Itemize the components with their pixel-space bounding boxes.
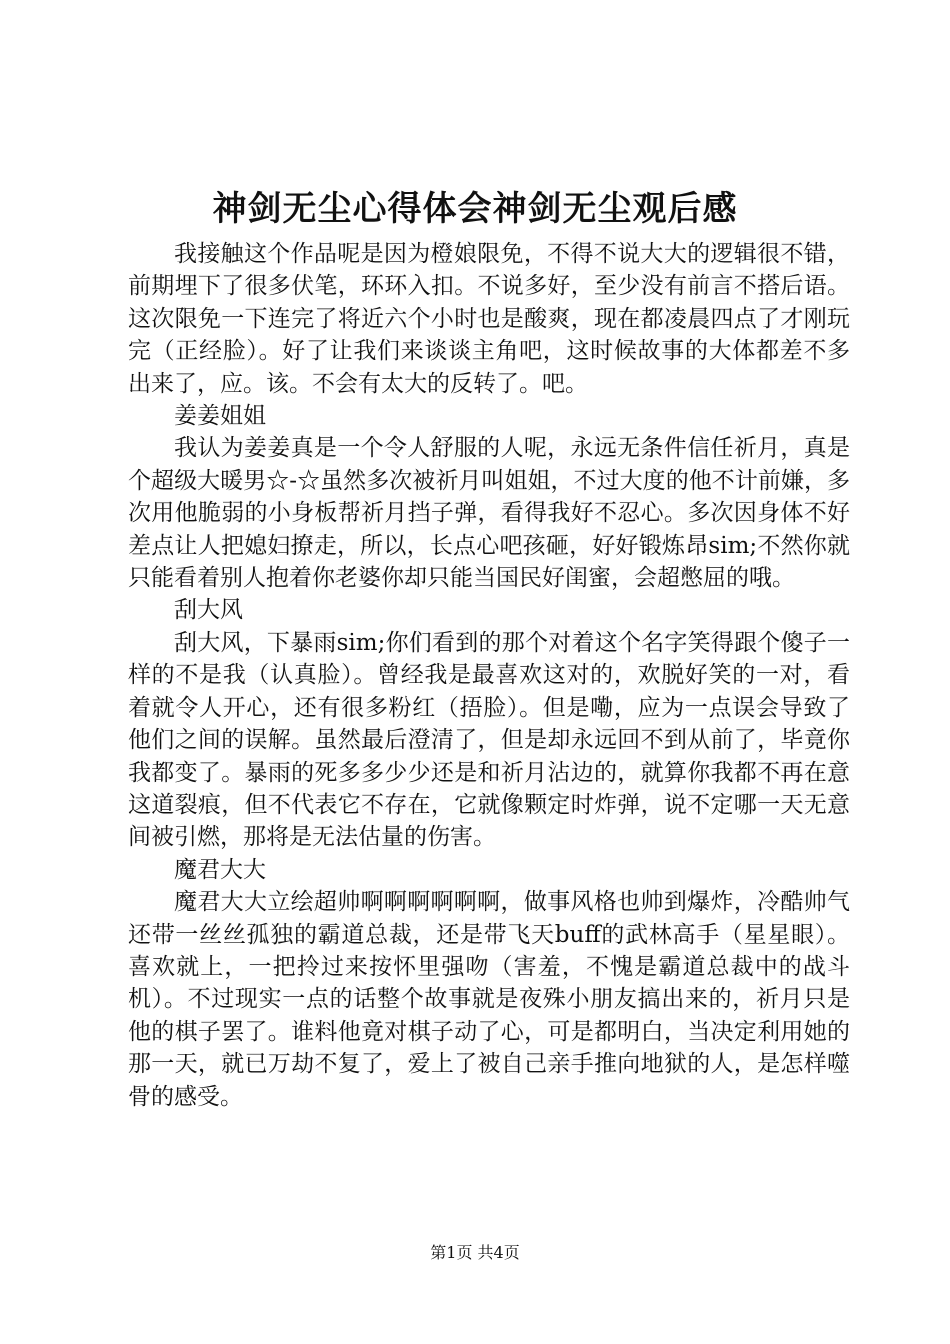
paragraph-mojun: 魔君大大立绘超帅啊啊啊啊啊啊，做事风格也帅到爆炸，冷酷帅气还带一丝丝孤独的霸道总裁，还是带飞天buff的武林高手（星星眼）。喜欢就上，一把拎过来按怀里强吻（害羞，不愧是霸道总裁中的战斗机）。不过现实一点的话整个故事就是夜殊小朋友搞出来的，祈月只是他的棋子罢了。谁料他竟对棋子动了心，可是都明白，当决定利用她的那一天，就已万劫不复了，爱上了被自己亲手推向地狱的人，是怎样噬骨的感受。	[128, 889, 850, 1110]
section-heading-jiangjiang: 姜姜姐姐	[174, 403, 266, 430]
paragraph-guadafeng: 刮大风，下暴雨sim;你们看到的那个对着这个名字笑得跟个傻子一样的不是我（认真脸）。曾经我是最喜欢这对的，欢脱好笑的一对，看着就令人开心，还有很多粉红（捂脸）。但是嘞，应为一点误会导致了他们之间的误解。虽然最后澄清了，但是却永远回不到从前了，毕竟你我都变了。暴雨的死多多少少还是和祈月沾边的，就算你我都不再在意这道裂痕，但不代表它不存在，它就像颗定时炸弹，说不定哪一天无意间被引燃，那将是无法估量的伤害。	[128, 629, 850, 851]
document-title: 神剑无尘心得体会神剑无尘观后感	[212, 189, 738, 229]
page-footer: 第1页 共4页	[430, 1243, 520, 1262]
document-body	[128, 238, 850, 1113]
section-heading-guadafeng: 刮大风	[174, 597, 243, 624]
paragraph-jiangjiang: 我认为姜姜真是一个令人舒服的人呢，永远无条件信任祈月，真是个超级大暖男☆-☆虽然多次被祈月叫姐姐，不过大度的他不计前嫌，多次用他脆弱的小身板帮祈月挡子弹，看得我好不忍心。多次因身体不好差点让人把媳妇撩走，所以，长点心吧孩砸，好好锻炼昂sim;不然你就只能看着别人抱着你老婆你却只能当国民好闺蜜，会超憋屈的哦。	[128, 435, 850, 592]
section-heading-mojun: 魔君大大	[174, 856, 266, 883]
paragraph-intro: 我接触这个作品呢是因为橙娘限免，不得不说大大的逻辑很不错，前期埋下了很多伏笔，环环入扣。不说多好，至少没有前言不搭后语。这次限免一下连完了将近六个小时也是酸爽，现在都凌晨四点了才刚玩完（正经脸）。好了让我们来谈谈主角吧，这时候故事的大体都差不多出来了，应。该。不会有太大的反转了。吧。	[128, 241, 850, 397]
